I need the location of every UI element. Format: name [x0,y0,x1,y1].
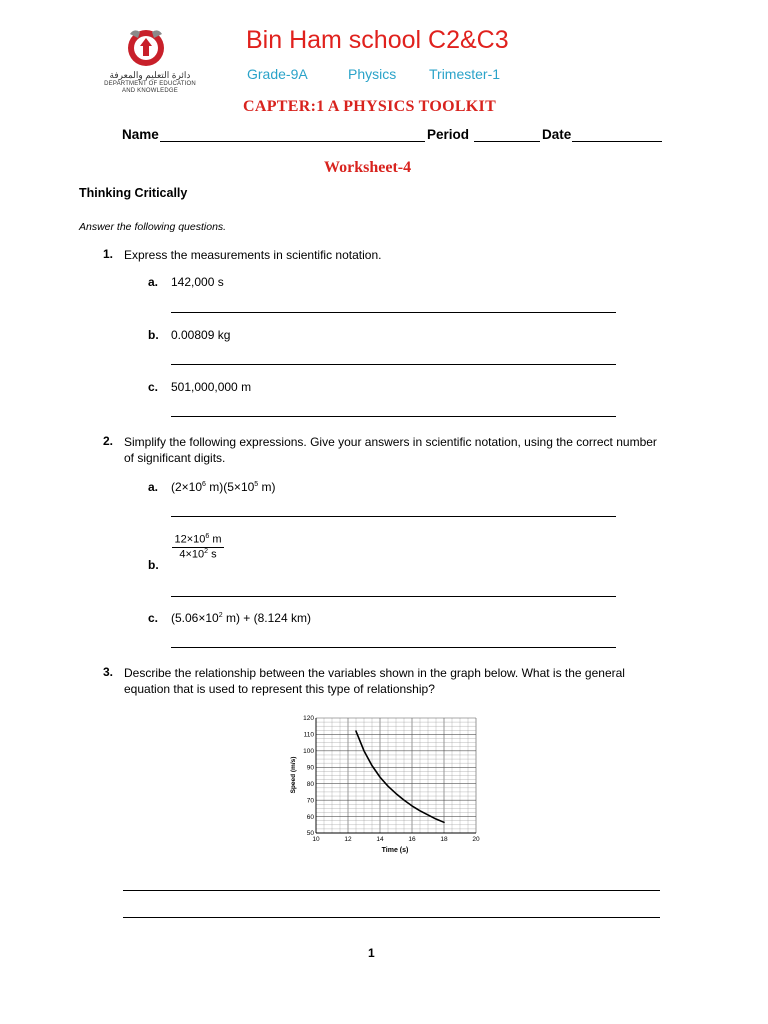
subject-label: Physics [348,66,397,82]
q2a-part2: m)(5×10 [205,480,255,494]
question-2-text: Simplify the following expressions. Give your answers in scientific notation, using the correct number of significant digits. [124,435,657,465]
question-2-number: 2. [103,434,114,448]
x-tick-label: 20 [472,836,480,843]
x-tick-label: 12 [344,836,352,843]
name-label: Name [122,127,159,142]
question-3-text: Describe the relationship between the variables shown in the graph below. What is the general equation that is used to represent this type of relationship? [124,666,625,696]
q2b-num-exp: 6 [205,533,210,540]
worksheet-title: Worksheet-4 [324,159,412,176]
q2-item-b-label: b. [148,558,159,572]
q1-item-b-label: b. [148,328,159,342]
q2a-part3: m) [258,480,276,494]
q2a-exp2: 5 [254,481,259,488]
q2-item-c-answer-line[interactable] [171,647,616,648]
q1-item-a-answer-line[interactable] [171,312,616,313]
q1-item-b-text: 0.00809 kg [171,328,231,342]
instructions-text: Answer the following questions. [79,221,227,233]
x-tick-label: 16 [408,836,416,843]
name-blank[interactable] [160,141,425,142]
q2-item-c-label: c. [148,611,159,625]
q2-item-a-expression [171,480,276,494]
date-blank[interactable] [572,141,662,142]
logo-english-text [90,81,210,95]
grade-label: Grade-9A [247,66,308,82]
q3-answer-line-2[interactable] [123,917,660,918]
q1-item-b-answer-line[interactable] [171,364,616,365]
q1-item-c-answer-line[interactable] [171,416,616,417]
question-3-number: 3. [103,665,114,679]
y-tick-label: 50 [306,830,314,838]
q3-answer-line-1[interactable] [123,890,660,891]
q2b-den-exp: 2 [204,547,209,555]
speed-curve-line [356,731,444,822]
q2b-num-b: m [209,533,222,546]
logo-english-line1: DEPARTMENT OF EDUCATION [104,81,196,87]
y-tick-label: 70 [306,797,314,805]
page-number: 1 [368,946,375,960]
q2c-exp1: 2 [218,612,223,619]
q2b-num-a: 12×10 [174,533,206,546]
y-tick-label: 60 [306,813,314,821]
q2-item-a-label: a. [148,480,159,494]
y-tick-label: 100 [303,748,314,756]
graph-curve [356,731,444,822]
section-title: Thinking Critically [79,186,188,200]
x-axis-label: Time (s) [381,847,409,854]
q2a-part1: (2×10 [171,480,203,494]
question-1-text: Express the measurements in scientific notation. [124,248,382,262]
fraction-numerator [172,533,224,548]
q1-item-c-text: 501,000,000 m [171,380,252,394]
q2-item-b-answer-line[interactable] [171,596,616,597]
y-tick-label: 110 [303,731,314,739]
q2b-den-a: 4×10 [179,548,205,561]
graph-grid [316,718,476,833]
q2b-den-b: s [208,548,217,561]
logo-arabic-text: دائرة التعليم والمعرفة [109,70,191,80]
q2a-exp1: 6 [202,481,206,488]
q1-item-c-label: c. [148,380,159,394]
fraction-denominator [172,548,224,561]
y-axis-label: Speed (m/s) [290,756,297,794]
date-label: Date [542,127,572,142]
y-tick-label: 80 [306,780,314,788]
period-label: Period [427,127,470,142]
y-tick-label: 120 [303,715,314,723]
speed-time-graph [286,712,482,854]
logo-english-line2: AND KNOWLEDGE [122,88,178,94]
chapter-title: CAPTER:1 A PHYSICS TOOLKIT [243,98,497,115]
trimester-label: Trimester-1 [429,66,501,82]
x-tick-label: 18 [440,836,448,843]
q2c-part1: (5.06×10 [171,611,219,625]
q2-item-c-expression [171,611,311,625]
question-1-number: 1. [103,247,114,261]
q2-item-a-answer-line[interactable] [171,516,616,517]
education-department-logo [90,26,210,98]
q1-item-a-text: 142,000 s [171,275,224,289]
y-tick-label: 90 [306,764,314,772]
falcon-seal-icon [124,26,168,70]
q2c-part2: m) + (8.124 km) [222,611,311,625]
q2-item-b-fraction [172,533,224,560]
q1-item-a-label: a. [148,275,159,289]
student-info-line [122,127,572,142]
period-blank[interactable] [474,141,540,142]
x-tick-label: 14 [376,836,384,843]
x-tick-label: 10 [312,836,320,843]
school-name: Bin Ham school C2&C3 [246,26,509,54]
